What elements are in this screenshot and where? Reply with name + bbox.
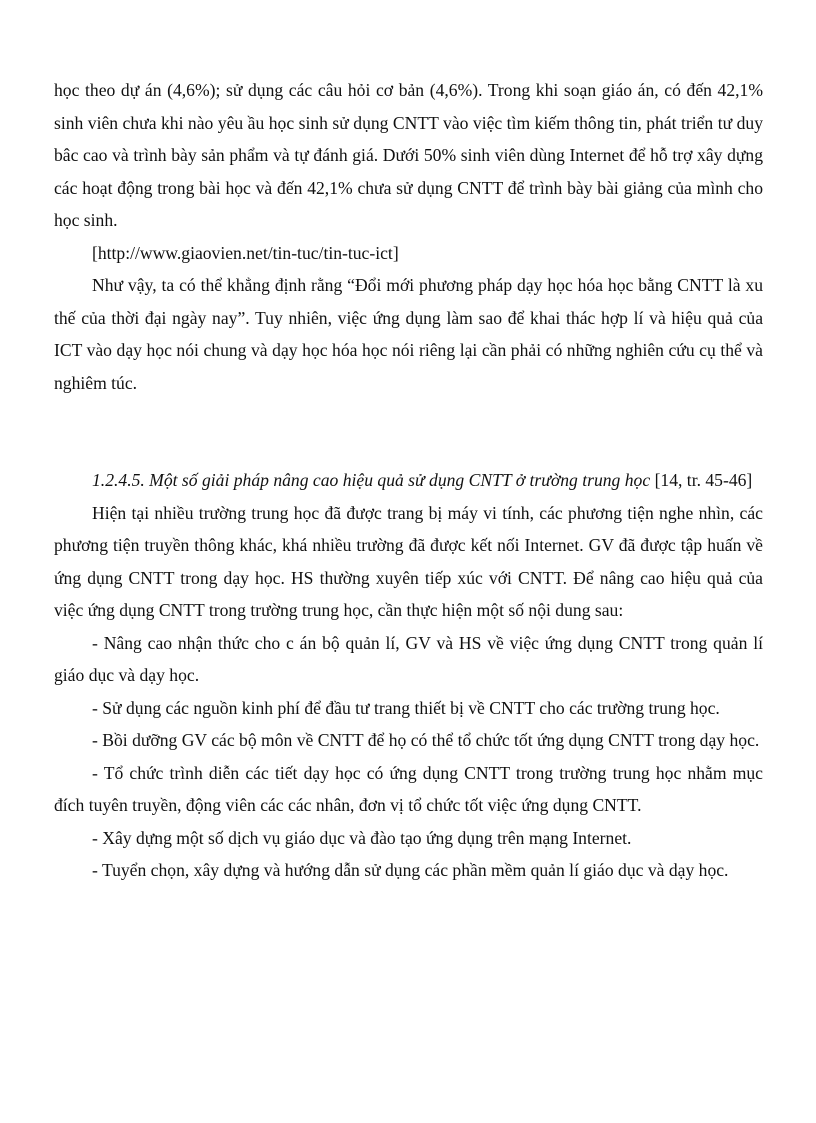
document-page bbox=[54, 74, 763, 887]
list-item: - Sử dụng các nguồn kinh phí để đầu tư trang thiết bị về CNTT cho các trường trung học. bbox=[92, 697, 720, 718]
list-item: - Xây dựng một số dịch vụ giáo dục và đào tạo ứng dụng trên mạng Internet. bbox=[92, 827, 632, 848]
reference-line bbox=[54, 237, 763, 270]
list-item: - Tuyển chọn, xây dựng và hướng dẫn sử dụng các phần mềm quản lí giáo dục và dạy học. bbox=[92, 860, 729, 880]
section-spacer bbox=[54, 399, 763, 464]
list-item: - Tổ chức trình diễn các tiết dạy học có ứng dụng CNTT trong trường trung học nhằm mục đích tuyên truyền, động viên các các nhân, đơn vị tổ chức tốt việc ứng dụng CNTT. bbox=[54, 762, 763, 815]
section-heading-citation: [14, tr. 45-46] bbox=[654, 470, 753, 490]
reference-bracket-close: ] bbox=[392, 242, 399, 263]
reference-link[interactable]: http://www.giaovien.net/tin-tuc/tin-tuc-ict bbox=[97, 242, 393, 263]
list-item: - Nâng cao nhận thức cho c án bộ quản lí, GV và HS về việc ứng dụng CNTT trong quản lí giáo dục và dạy học. bbox=[54, 632, 763, 685]
section-heading-title: 1.2.4.5. Một số giải pháp nâng cao hiệu quả sử dụng CNTT ở trường trung học bbox=[92, 470, 651, 490]
reference-bracket-open: [ bbox=[92, 242, 98, 263]
paragraph-current-state: Hiện tại nhiều trường trung học đã được trang bị máy vi tính, các phương tiện nghe nhìn, các phương tiện truyền thông khác, khá nhiều trường đã được kết nối Internet. GV đã được tập huấn về ứng dụng CNTT trong dạy học. HS thường xuyên tiếp xúc với CNTT. Để nâng cao hiệu quả của việc ứng dụng CNTT trong trường trung học, cần thực hiện một số nội dung sau: bbox=[54, 502, 763, 620]
paragraph-conclusion: Như vậy, ta có thể khẳng định rằng “Đổi mới phương pháp dạy học hóa học bằng CNTT là xu thế của thời đại ngày nay”. Tuy nhiên, việc ứng dụng làm sao để khai thác hợp lí và hiệu quả của ICT vào dạy học nói chung và dạy học hóa học nói riêng lại cần phải có những nghiên cứu cụ thể và nghiêm túc. bbox=[54, 275, 763, 393]
paragraph-survey-results: học theo dự án (4,6%); sử dụng các câu hỏi cơ bản (4,6%). Trong khi soạn giáo án, có đến 42,1% sinh viên chưa khi nào yêu ầu học sinh sử dụng CNTT vào việc tìm kiếm thông tin, phát triển tư duy bâc cao và trình bày sản phẩm và tự đánh giá. Dưới 50% sinh viên dùng Internet để hỗ trợ xây dựng các hoạt động trong bài học và đến 42,1% chưa sử dụng CNTT để trình bày bài giảng của mình cho học sinh. bbox=[54, 80, 763, 230]
section-heading bbox=[54, 464, 763, 497]
list-item: - Bồi dưỡng GV các bộ môn về CNTT để họ có thể tổ chức tốt ứng dụng CNTT trong dạy học. bbox=[92, 730, 760, 750]
